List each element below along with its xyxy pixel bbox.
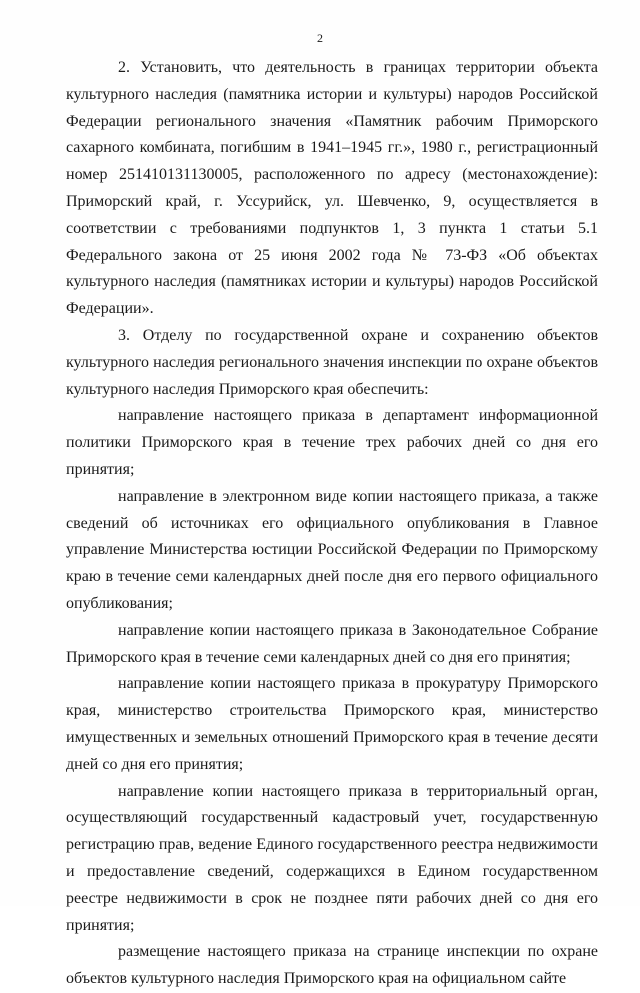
page-number: 2 [317, 31, 323, 45]
paragraph-subitem-prosecutor-office: направление копии настоящего приказа в прокуратуру Приморского края, министерство строительства Приморского края, министерство имущественных и земельных отношений Приморского края в течение десяти дней со дня его принятия; [66, 675, 598, 773]
paragraph-item-2: 2. Установить, что деятельность в границах территории объекта культурного наследия (памятника истории и культуры) народов Российской Федерации регионального значения «Памятник рабочим Приморского сахарного комбината, погибшим в 1941–1945 гг.», 1980 г., регистрационный номер 251410131130005, расположенного по адресу (местонахождение): Приморский край, г. Уссурийск, ул. Шевченко, 9, осуществляется в соответствии с требованиями подпунктов 1, 3 пункта 1 статьи 5.1 Федерального закона от 25 июня 2002 года № 73-ФЗ «Об объектах культурного наследия (памятниках истории и культуры) народов Российской Федерации». [66, 59, 598, 318]
paragraph-item-3: 3. Отделу по государственной охране и сохранению объектов культурного наследия регионального значения инспекции по охране объектов культурного наследия Приморского края обеспечить: [66, 326, 598, 398]
paragraph-subitem-website-placement: размещение настоящего приказа на странице инспекции по охране объектов культурного наследия Приморского края на официальном сайте [66, 943, 598, 988]
document-body [66, 55, 598, 993]
paragraph-subitem-ministry-of-justice: направление в электронном виде копии настоящего приказа, а также сведений об источниках его официального опубликования в Главное управление Министерства юстиции Российской Федерации по Приморскому краю в течение семи календарных дней после дня его первого официального опубликования; [66, 487, 598, 612]
paragraph-subitem-legislative-assembly: направление копии настоящего приказа в Законодательное Собрание Приморского края в течение семи календарных дней со дня его принятия; [66, 621, 598, 666]
paragraph-subitem-information-policy: направление настоящего приказа в департамент информационной политики Приморского края в течение трех рабочих дней со дня его принятия; [66, 407, 598, 478]
paragraph-subitem-cadastral-registration: направление копии настоящего приказа в территориальный орган, осуществляющий государственный кадастровый учет, государственную регистрацию прав, ведение Единого государственного реестра недвижимости и предоставление сведений, содержащихся в Едином государственном реестре недвижимости в срок не позднее пяти рабочих дней со дня его принятия; [66, 782, 598, 934]
